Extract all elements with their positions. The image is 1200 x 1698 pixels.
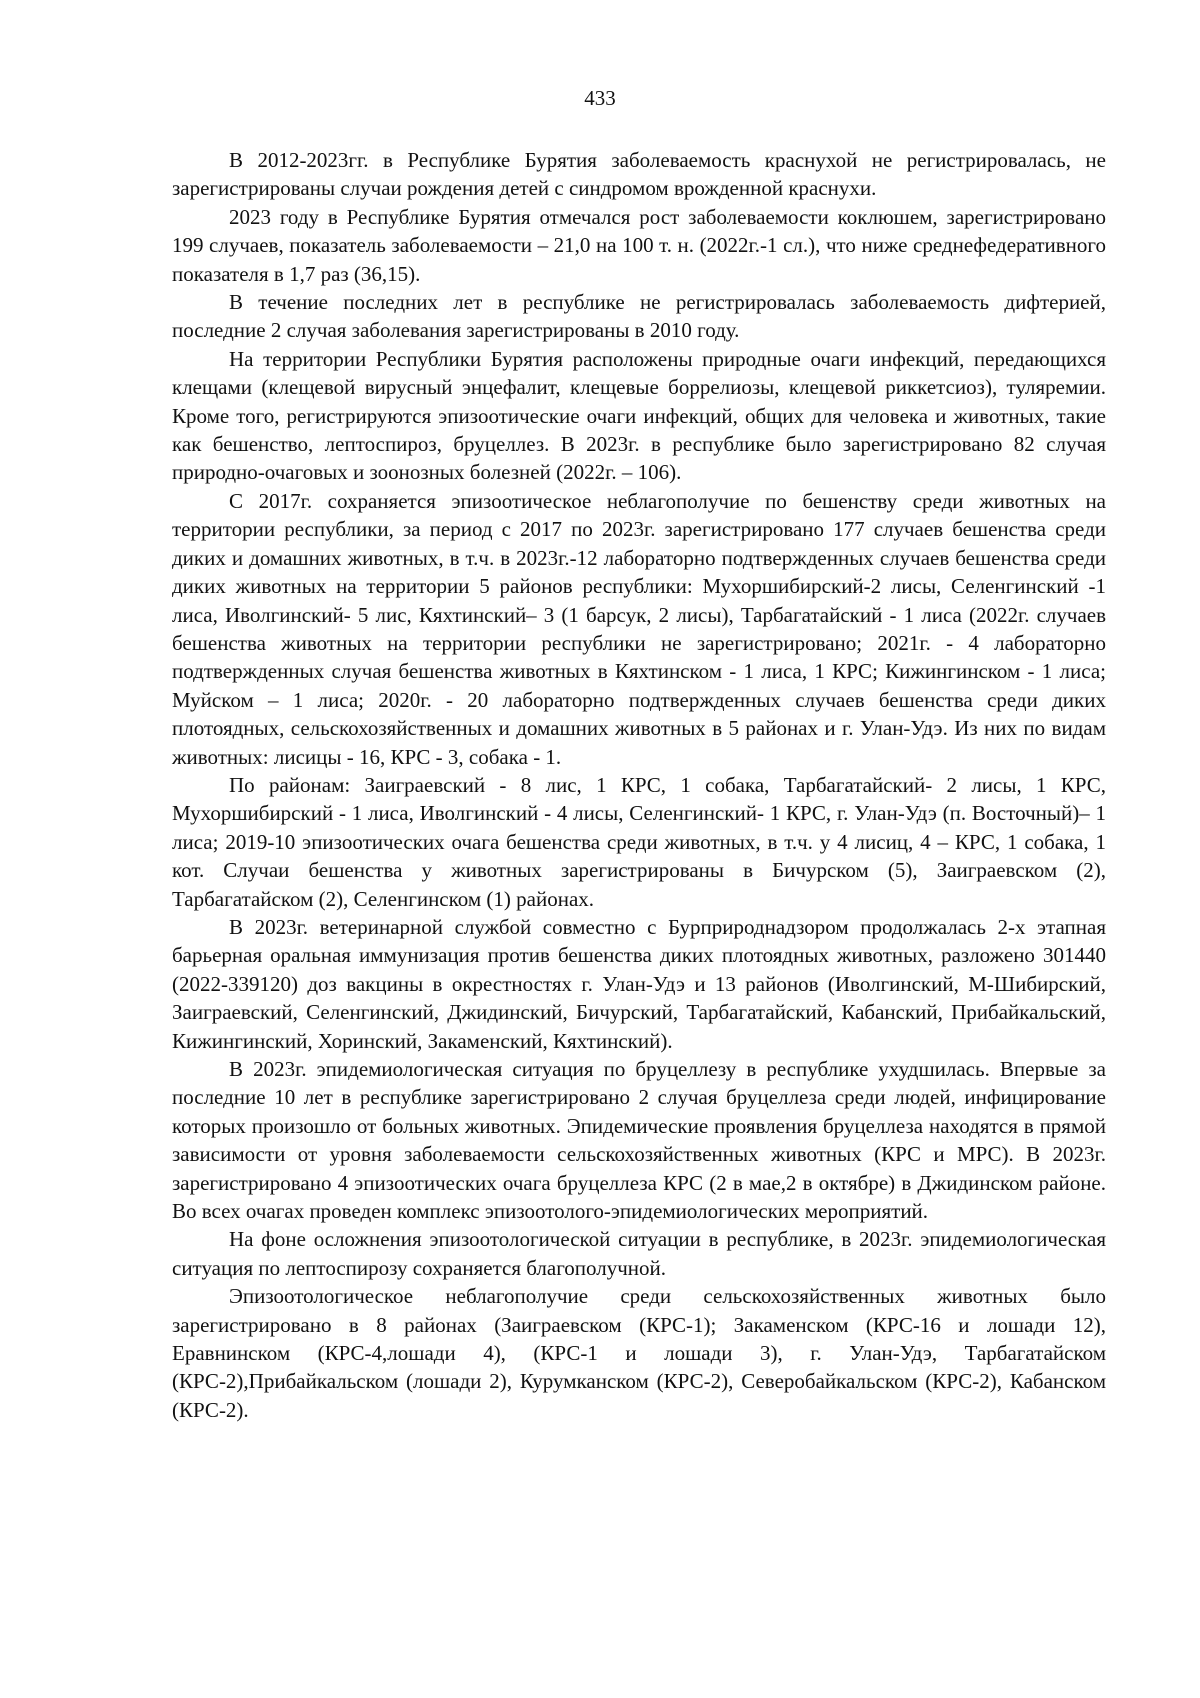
paragraph-natural-foci: На территории Республики Бурятия расположены природные очаги инфекций, передающихся клещами (клещевой вирусный энцефалит, клещевые боррелиозы, клещевой риккетсиоз), туляремии. Кроме того, регистрируются эпизоотические очаги инфекций, общих для человека и животных, такие как бешенство, лептоспироз, бруцеллез. В 2023г. в республике было зарегистрировано 82 случая природно-очаговых и зоонозных болезней (2022г. – 106). [172, 346, 1106, 485]
paragraph-rubella: В 2012-2023гг. в Республике Бурятия заболеваемость краснухой не регистрировалась, не зарегистрированы случаи рождения детей с синдромом врожденной краснухи. [172, 148, 1106, 201]
page-number: 433 [584, 86, 616, 110]
paragraph-diphtheria: В течение последних лет в республике не регистрировалась заболеваемость дифтерией, последние 2 случая заболевания зарегистрированы в 2010 году. [172, 290, 1106, 343]
paragraph-rabies-districts: По районам: Заиграевский - 8 лис, 1 КРС, 1 собака, Тарбагатайский- 2 лисы, 1 КРС, Мухоршибирский - 1 лиса, Иволгинский - 4 лисы, Селенгинский- 1 КРС, г. Улан-Удэ (п. Восточный)– 1 лиса; 2019-10 эпизоотических очага бешенства среди животных, в т.ч. у 4 лисиц, 4 – КРС, 1 собака, 1 кот. Случаи бешенства у животных зарегистрированы в Бичурском (5), Заиграевском (2), Тарбагатайском (2), Селенгинском (1) районах. [172, 772, 1106, 911]
paragraph-leptospirosis: На фоне осложнения эпизоотологической ситуации в республике, в 2023г. эпидемиологическая ситуация по лептоспирозу сохраняется благополучной. [172, 1227, 1106, 1280]
paragraph-brucellosis: В 2023г. эпидемиологическая ситуация по бруцеллезу в республике ухудшилась. Впервые за последние 10 лет в республике зарегистрировано 2 случая бруцеллеза среди людей, инфицирование которых произошло от больных животных. Эпидемические проявления бруцеллеза находятся в прямой зависимости от уровня заболеваемости сельскохозяйственных животных (КРС и МРС). В 2023г. зарегистрировано 4 эпизоотических очага бруцеллеза КРС (2 в мае,2 в октябре) в Джидинском районе. Во всех очагах проведен комплекс эпизоотолого-эпидемиологических мероприятий. [172, 1057, 1106, 1224]
body-text [172, 146, 1106, 1424]
paragraph-livestock-districts: Эпизоотологическое неблагополучие среди сельскохозяйственных животных было зарегистрировано в 8 районах (Заиграевском (КРС-1); Закаменском (КРС-16 и лошади 12), Еравнинском (КРС-4,лошади 4), (КРС-1 и лошади 3), г. Улан-Удэ, Тарбагатайском (КРС-2),Прибайкальском (лошади 2), Курумканском (КРС-2), Северобайкальском (КРС-2), Кабанском (КРС-2). [172, 1284, 1106, 1422]
paragraph-rabies-overview: С 2017г. сохраняется эпизоотическое неблагополучие по бешенству среди животных на территории республики, за период с 2017 по 2023г. зарегистрировано 177 случаев бешенства среди диких и домашних животных, в т.ч. в 2023г.-12 лабораторно подтвержденных случаев бешенства среди диких животных на территории 5 районов республики: Мухоршибирский-2 лисы, Селенгинский -1 лиса, Иволгинский- 5 лис, Кяхтинский– 3 (1 барсук, 2 лисы), Тарбагатайский - 1 лиса (2022г. случаев бешенства животных на территории республики не зарегистрировано; 2021г. - 4 лабораторно подтвержденных случая бешенства животных в Кяхтинском - 1 лиса, 1 КРС; Кижингинском - 1 лиса; Муйском – 1 лиса; 2020г. - 20 лабораторно подтвержденных случаев бешенства среди диких плотоядных, сельскохозяйственных и домашних животных в 5 районах и г. Улан-Удэ. Из них по видам животных: лисицы - 16, КРС - 3, собака - 1. [172, 488, 1106, 769]
paragraph-pertussis: 2023 году в Республике Бурятия отмечался рост заболеваемости коклюшем, зарегистрировано 199 случаев, показатель заболеваемости – 21,0 на 100 т. н. (2022г.-1 сл.), что ниже среднефедеративного показателя в 1,7 раз (36,15). [172, 204, 1106, 286]
paragraph-rabies-immunization: В 2023г. ветеринарной службой совместно с Бурприроднадзором продолжалась 2-х этапная барьерная оральная иммунизация против бешенства диких плотоядных животных, разложено 301440 (2022-339120) доз вакцины в окрестностях г. Улан-Удэ и 13 районов (Иволгинский, М-Шибирский, Заиграевский, Селенгинский, Джидинский, Бичурский, Тарбагатайский, Кабанский, Прибайкальский, Кижингинский, Хоринский, Закаменский, Кяхтинский). [172, 914, 1106, 1053]
